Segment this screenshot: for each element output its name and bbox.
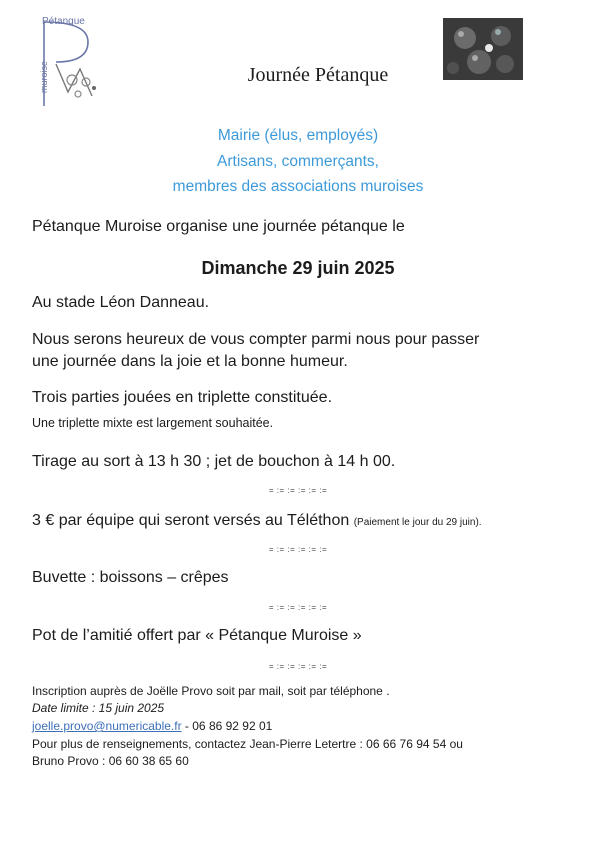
club-logo — [38, 14, 108, 109]
fee-text: 3 € par équipe qui seront versés au Téléthon — [32, 512, 350, 529]
separator-2: = := := := := := — [268, 545, 328, 554]
games-text: Trois parties jouées en triplette constituée. — [32, 389, 333, 406]
apero-text: Pot de l’amitié offert par « Pétanque Muroise » — [32, 627, 362, 644]
email-link[interactable]: joelle.provo@numericable.fr — [32, 719, 182, 733]
audience-line-3: membres des associations muroises — [172, 178, 424, 195]
info-line-2: Bruno Provo : 06 60 38 65 60 — [32, 754, 189, 768]
buvette-text: Buvette : boissons – crêpes — [32, 569, 229, 586]
intro-text: Pétanque Muroise organise une journée pétanque le — [32, 218, 405, 235]
schedule-text: Tirage au sort à 13 h 30 ; jet de bouchon à 14 h 00. — [32, 453, 396, 470]
page-title: Journée Pétanque — [247, 64, 389, 86]
games-note: Une triplette mixte est largement souhaitée. — [32, 416, 274, 430]
separator-3: = := := := := := — [268, 603, 328, 612]
logo-text-muroise: muroise — [39, 60, 50, 94]
fee-row — [32, 512, 482, 530]
info-line-1: Pour plus de renseignements, contactez Jean-Pierre Letertre : 06 66 76 94 54 ou — [32, 737, 463, 751]
logo-text-petanque: Pétanque — [42, 16, 85, 27]
welcome-line-2: une journée dans la joie et la bonne humeur. — [32, 353, 348, 370]
event-date-heading: Dimanche 29 juin 2025 — [201, 258, 395, 278]
inscription-text: Inscription auprès de Joëlle Provo soit par mail, soit par téléphone . — [32, 684, 390, 698]
separator-1: = := := := := := — [268, 486, 328, 495]
fee-note: (Paiement le jour du 29 juin). — [353, 517, 482, 528]
separator-4: = := := := := := — [268, 662, 328, 671]
welcome-line-1: Nous serons heureux de vous compter parmi nous pour passer — [32, 331, 480, 348]
audience-line-1: Mairie (élus, employés) — [217, 127, 379, 144]
audience-line-2: Artisans, commerçants, — [217, 153, 379, 170]
contact-row — [32, 719, 272, 733]
phone-text: - 06 86 92 92 01 — [181, 719, 273, 733]
deadline-text: Date limite : 15 juin 2025 — [32, 701, 165, 715]
venue-text: Au stade Léon Danneau. — [32, 294, 210, 311]
